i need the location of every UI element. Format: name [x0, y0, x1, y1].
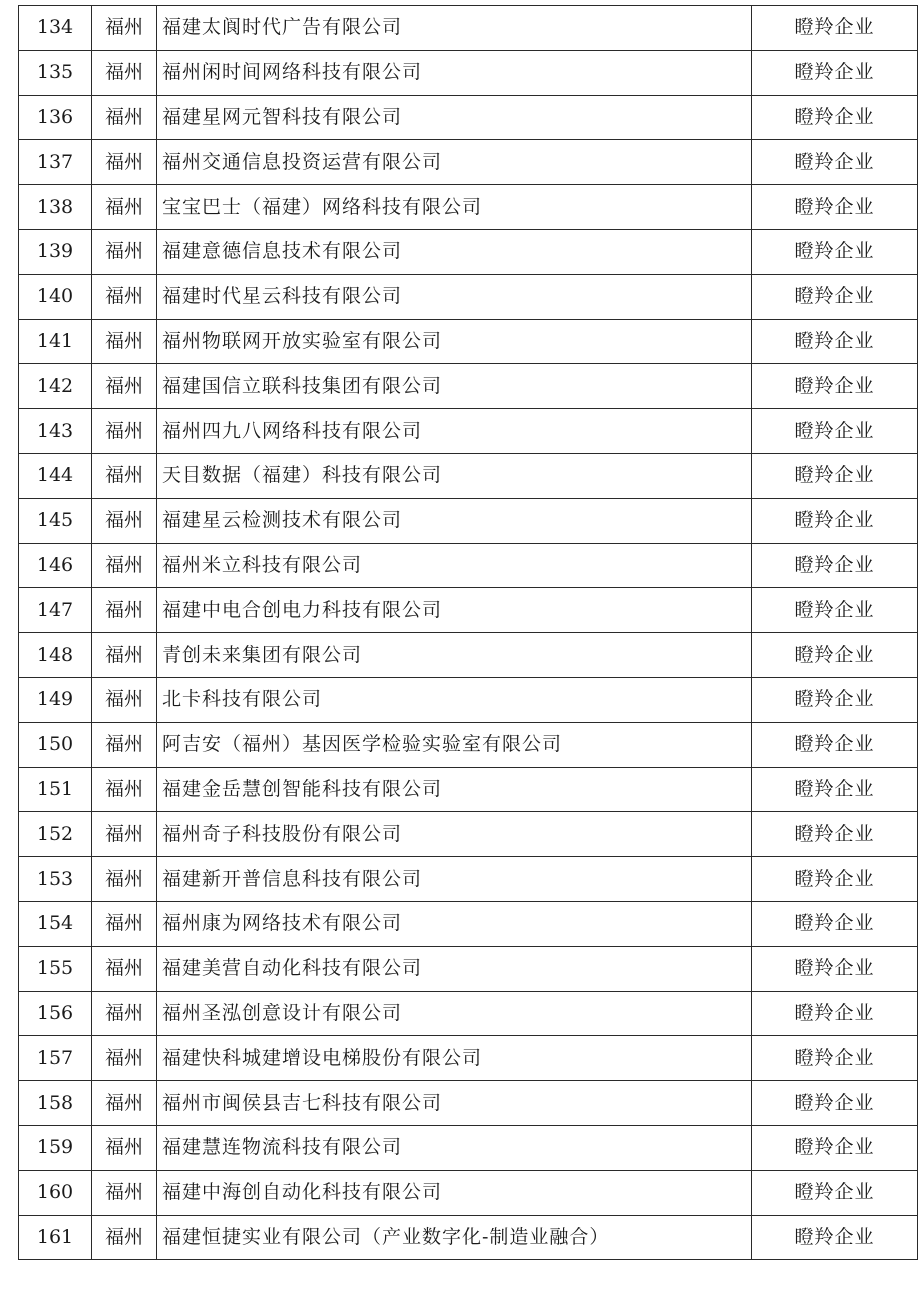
- company-name-cell: 福建星云检测技术有限公司: [157, 498, 752, 543]
- enterprise-type-cell: 瞪羚企业: [752, 1215, 918, 1260]
- table-row: [19, 95, 918, 140]
- city-cell: 福州: [92, 588, 157, 633]
- table-row: [19, 319, 918, 364]
- company-name-cell: 阿吉安（福州）基因医学检验实验室有限公司: [157, 722, 752, 767]
- company-name-cell: 福建星网元智科技有限公司: [157, 95, 752, 140]
- company-name-cell: 北卡科技有限公司: [157, 677, 752, 722]
- company-name-cell: 福建慧连物流科技有限公司: [157, 1125, 752, 1170]
- table-row: [19, 50, 918, 95]
- company-name-cell: 福建快科城建增设电梯股份有限公司: [157, 1036, 752, 1081]
- table-row: [19, 677, 918, 722]
- table-row: [19, 498, 918, 543]
- table-row: [19, 543, 918, 588]
- table-row: [19, 722, 918, 767]
- city-cell: 福州: [92, 185, 157, 230]
- company-name-cell: 福建美营自动化科技有限公司: [157, 946, 752, 991]
- enterprise-type-cell: 瞪羚企业: [752, 1125, 918, 1170]
- enterprise-type-cell: 瞪羚企业: [752, 6, 918, 51]
- company-name-cell: 福建恒捷实业有限公司（产业数字化-制造业融合）: [157, 1215, 752, 1260]
- city-cell: 福州: [92, 1081, 157, 1126]
- city-cell: 福州: [92, 901, 157, 946]
- city-cell: 福州: [92, 722, 157, 767]
- row-number: 137: [19, 140, 92, 185]
- city-cell: 福州: [92, 946, 157, 991]
- row-number: 138: [19, 185, 92, 230]
- enterprise-type-cell: 瞪羚企业: [752, 722, 918, 767]
- table-row: [19, 409, 918, 454]
- row-number: 154: [19, 901, 92, 946]
- enterprise-type-cell: 瞪羚企业: [752, 185, 918, 230]
- city-cell: 福州: [92, 812, 157, 857]
- city-cell: 福州: [92, 453, 157, 498]
- city-cell: 福州: [92, 543, 157, 588]
- table-row: [19, 6, 918, 51]
- city-cell: 福州: [92, 677, 157, 722]
- table-body: [19, 6, 918, 1260]
- company-name-cell: 福建中电合创电力科技有限公司: [157, 588, 752, 633]
- table-row: [19, 229, 918, 274]
- table-row: [19, 767, 918, 812]
- table-row: [19, 1170, 918, 1215]
- table-row: [19, 1036, 918, 1081]
- row-number: 140: [19, 274, 92, 319]
- city-cell: 福州: [92, 991, 157, 1036]
- row-number: 143: [19, 409, 92, 454]
- row-number: 135: [19, 50, 92, 95]
- enterprise-type-cell: 瞪羚企业: [752, 901, 918, 946]
- table-row: [19, 185, 918, 230]
- city-cell: 福州: [92, 50, 157, 95]
- table-row: [19, 633, 918, 678]
- row-number: 142: [19, 364, 92, 409]
- enterprise-type-cell: 瞪羚企业: [752, 1170, 918, 1215]
- row-number: 145: [19, 498, 92, 543]
- city-cell: 福州: [92, 140, 157, 185]
- enterprise-type-cell: 瞪羚企业: [752, 409, 918, 454]
- enterprise-type-cell: 瞪羚企业: [752, 1036, 918, 1081]
- company-name-cell: 福州交通信息投资运营有限公司: [157, 140, 752, 185]
- company-name-cell: 福州圣泓创意设计有限公司: [157, 991, 752, 1036]
- city-cell: 福州: [92, 319, 157, 364]
- company-name-cell: 福建意德信息技术有限公司: [157, 229, 752, 274]
- enterprise-type-cell: 瞪羚企业: [752, 319, 918, 364]
- row-number: 151: [19, 767, 92, 812]
- row-number: 144: [19, 453, 92, 498]
- table-row: [19, 946, 918, 991]
- row-number: 160: [19, 1170, 92, 1215]
- table-row: [19, 364, 918, 409]
- table-row: [19, 1125, 918, 1170]
- row-number: 155: [19, 946, 92, 991]
- row-number: 147: [19, 588, 92, 633]
- enterprise-type-cell: 瞪羚企业: [752, 588, 918, 633]
- table-row: [19, 857, 918, 902]
- table-row: [19, 588, 918, 633]
- company-name-cell: 福州物联网开放实验室有限公司: [157, 319, 752, 364]
- row-number: 136: [19, 95, 92, 140]
- row-number: 150: [19, 722, 92, 767]
- enterprise-type-cell: 瞪羚企业: [752, 767, 918, 812]
- enterprise-type-cell: 瞪羚企业: [752, 140, 918, 185]
- enterprise-type-cell: 瞪羚企业: [752, 857, 918, 902]
- city-cell: 福州: [92, 633, 157, 678]
- enterprise-type-cell: 瞪羚企业: [752, 274, 918, 319]
- table-row: [19, 1081, 918, 1126]
- city-cell: 福州: [92, 1215, 157, 1260]
- row-number: 156: [19, 991, 92, 1036]
- company-name-cell: 福建中海创自动化科技有限公司: [157, 1170, 752, 1215]
- company-name-cell: 宝宝巴士（福建）网络科技有限公司: [157, 185, 752, 230]
- table-row: [19, 140, 918, 185]
- company-name-cell: 福州闲时间网络科技有限公司: [157, 50, 752, 95]
- company-name-cell: 福建时代星云科技有限公司: [157, 274, 752, 319]
- row-number: 161: [19, 1215, 92, 1260]
- row-number: 146: [19, 543, 92, 588]
- table-row: [19, 453, 918, 498]
- city-cell: 福州: [92, 498, 157, 543]
- company-name-cell: 天目数据（福建）科技有限公司: [157, 453, 752, 498]
- enterprise-type-cell: 瞪羚企业: [752, 543, 918, 588]
- city-cell: 福州: [92, 229, 157, 274]
- table-row: [19, 1215, 918, 1260]
- city-cell: 福州: [92, 857, 157, 902]
- row-number: 153: [19, 857, 92, 902]
- company-name-cell: 福州四九八网络科技有限公司: [157, 409, 752, 454]
- company-name-cell: 福建金岳慧创智能科技有限公司: [157, 767, 752, 812]
- row-number: 157: [19, 1036, 92, 1081]
- city-cell: 福州: [92, 409, 157, 454]
- company-name-cell: 福建国信立联科技集团有限公司: [157, 364, 752, 409]
- enterprise-type-cell: 瞪羚企业: [752, 812, 918, 857]
- city-cell: 福州: [92, 1170, 157, 1215]
- row-number: 158: [19, 1081, 92, 1126]
- enterprise-list-table: [18, 5, 918, 1260]
- city-cell: 福州: [92, 1036, 157, 1081]
- city-cell: 福州: [92, 364, 157, 409]
- enterprise-type-cell: 瞪羚企业: [752, 991, 918, 1036]
- enterprise-type-cell: 瞪羚企业: [752, 677, 918, 722]
- company-name-cell: 福州康为网络技术有限公司: [157, 901, 752, 946]
- city-cell: 福州: [92, 767, 157, 812]
- row-number: 149: [19, 677, 92, 722]
- city-cell: 福州: [92, 1125, 157, 1170]
- company-name-cell: 青创未来集团有限公司: [157, 633, 752, 678]
- row-number: 152: [19, 812, 92, 857]
- row-number: 134: [19, 6, 92, 51]
- row-number: 141: [19, 319, 92, 364]
- city-cell: 福州: [92, 95, 157, 140]
- enterprise-type-cell: 瞪羚企业: [752, 364, 918, 409]
- table-row: [19, 991, 918, 1036]
- company-name-cell: 福州奇子科技股份有限公司: [157, 812, 752, 857]
- enterprise-type-cell: 瞪羚企业: [752, 95, 918, 140]
- city-cell: 福州: [92, 274, 157, 319]
- row-number: 159: [19, 1125, 92, 1170]
- row-number: 139: [19, 229, 92, 274]
- enterprise-type-cell: 瞪羚企业: [752, 453, 918, 498]
- company-name-cell: 福州米立科技有限公司: [157, 543, 752, 588]
- table-row: [19, 901, 918, 946]
- row-number: 148: [19, 633, 92, 678]
- city-cell: 福州: [92, 6, 157, 51]
- enterprise-type-cell: 瞪羚企业: [752, 498, 918, 543]
- enterprise-type-cell: 瞪羚企业: [752, 633, 918, 678]
- table-row: [19, 812, 918, 857]
- enterprise-type-cell: 瞪羚企业: [752, 1081, 918, 1126]
- enterprise-type-cell: 瞪羚企业: [752, 229, 918, 274]
- company-name-cell: 福州市闽侯县吉七科技有限公司: [157, 1081, 752, 1126]
- company-name-cell: 福建新开普信息科技有限公司: [157, 857, 752, 902]
- table-row: [19, 274, 918, 319]
- enterprise-type-cell: 瞪羚企业: [752, 50, 918, 95]
- company-name-cell: 福建太阆时代广告有限公司: [157, 6, 752, 51]
- enterprise-type-cell: 瞪羚企业: [752, 946, 918, 991]
